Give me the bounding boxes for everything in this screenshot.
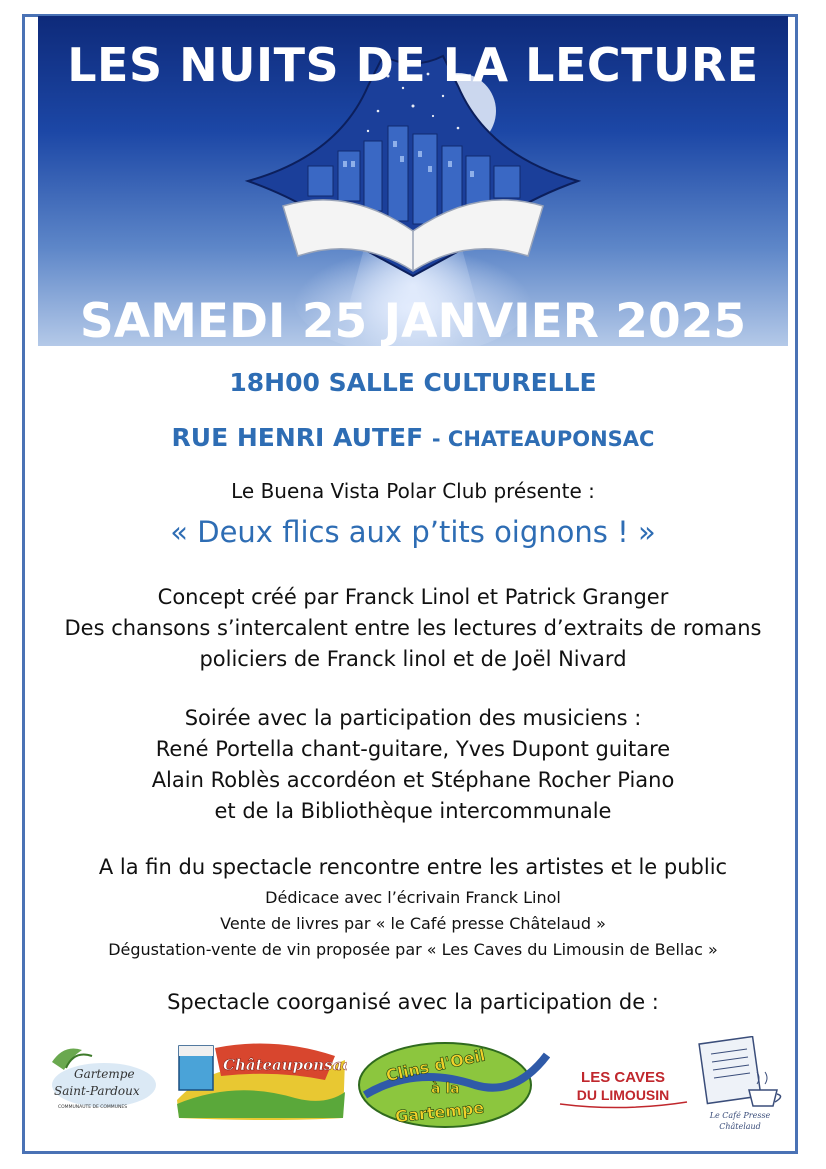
partners-lead: Spectacle coorganisé avec la participation de : (167, 990, 659, 1014)
chateauponsac-logo (175, 1040, 347, 1122)
gartempe-line3: COMMUNAUTE DE COMMUNES (58, 1105, 128, 1110)
clins-line1: Clins d'Oeil (384, 1045, 487, 1086)
concept-line: Des chansons s’intercalent entre les lectures d’extraits de romans (64, 616, 762, 640)
detail-line: Dédicace avec l’écrivain Franck Linol (265, 888, 561, 907)
musicians-line: Alain Roblès accordéon et Stéphane Rocher Piano (151, 768, 675, 792)
clins-doeil-logo (355, 1035, 550, 1130)
chateauponsac-text: Châteauponsac (223, 1056, 347, 1074)
cafe-line2: Châtelaud (719, 1122, 761, 1131)
clins-line3: Gartempe (394, 1097, 485, 1127)
presenter-line: Le Buena Vista Polar Club présente : (231, 479, 595, 503)
cafe-presse-logo (695, 1036, 785, 1134)
after-show-details (0, 885, 826, 963)
street: RUE HENRI AUTEF (171, 423, 424, 452)
caves-du-limousin-logo (556, 1062, 691, 1110)
hero-banner (38, 16, 788, 346)
cafe-line1: Le Café Presse (709, 1111, 771, 1120)
caves-line1: LES CAVES (581, 1069, 665, 1086)
detail-line: Dégustation-vente de vin proposée par « Les Caves du Limousin de Bellac » (108, 940, 718, 959)
address (0, 423, 826, 452)
concept-line: policiers de Franck linol et de Joël Nivard (199, 647, 627, 671)
show-title: « Deux flics aux p’tits oignons ! » (170, 515, 656, 549)
gartempe-logo (44, 1040, 156, 1115)
event-title: LES NUITS DE LA LECTURE (67, 38, 759, 92)
caves-line2: DU LIMOUSIN (576, 1087, 670, 1103)
concept-line: Concept créé par Franck Linol et Patrick Granger (157, 585, 669, 609)
detail-line: Vente de livres par « le Café presse Châtelaud » (220, 914, 606, 933)
event-date: SAMEDI 25 JANVIER 2025 (79, 294, 747, 346)
musicians-block (0, 703, 826, 827)
concept-block (0, 582, 826, 675)
time-and-venue: 18H00 SALLE CULTURELLE (229, 368, 597, 397)
musicians-line: et de la Bibliothèque intercommunale (214, 799, 612, 823)
clins-line2: à la (431, 1081, 460, 1097)
musicians-line: Soirée avec la participation des musiciens : (184, 706, 642, 730)
gartempe-line1: Gartempe (74, 1067, 135, 1081)
after-show-lead: A la fin du spectacle rencontre entre les artistes et le public (98, 855, 728, 879)
gartempe-line2: Saint-Pardoux (54, 1084, 140, 1098)
town: - CHATEAUPONSAC (431, 427, 655, 451)
musicians-line: René Portella chant-guitare, Yves Dupont guitare (155, 737, 671, 761)
